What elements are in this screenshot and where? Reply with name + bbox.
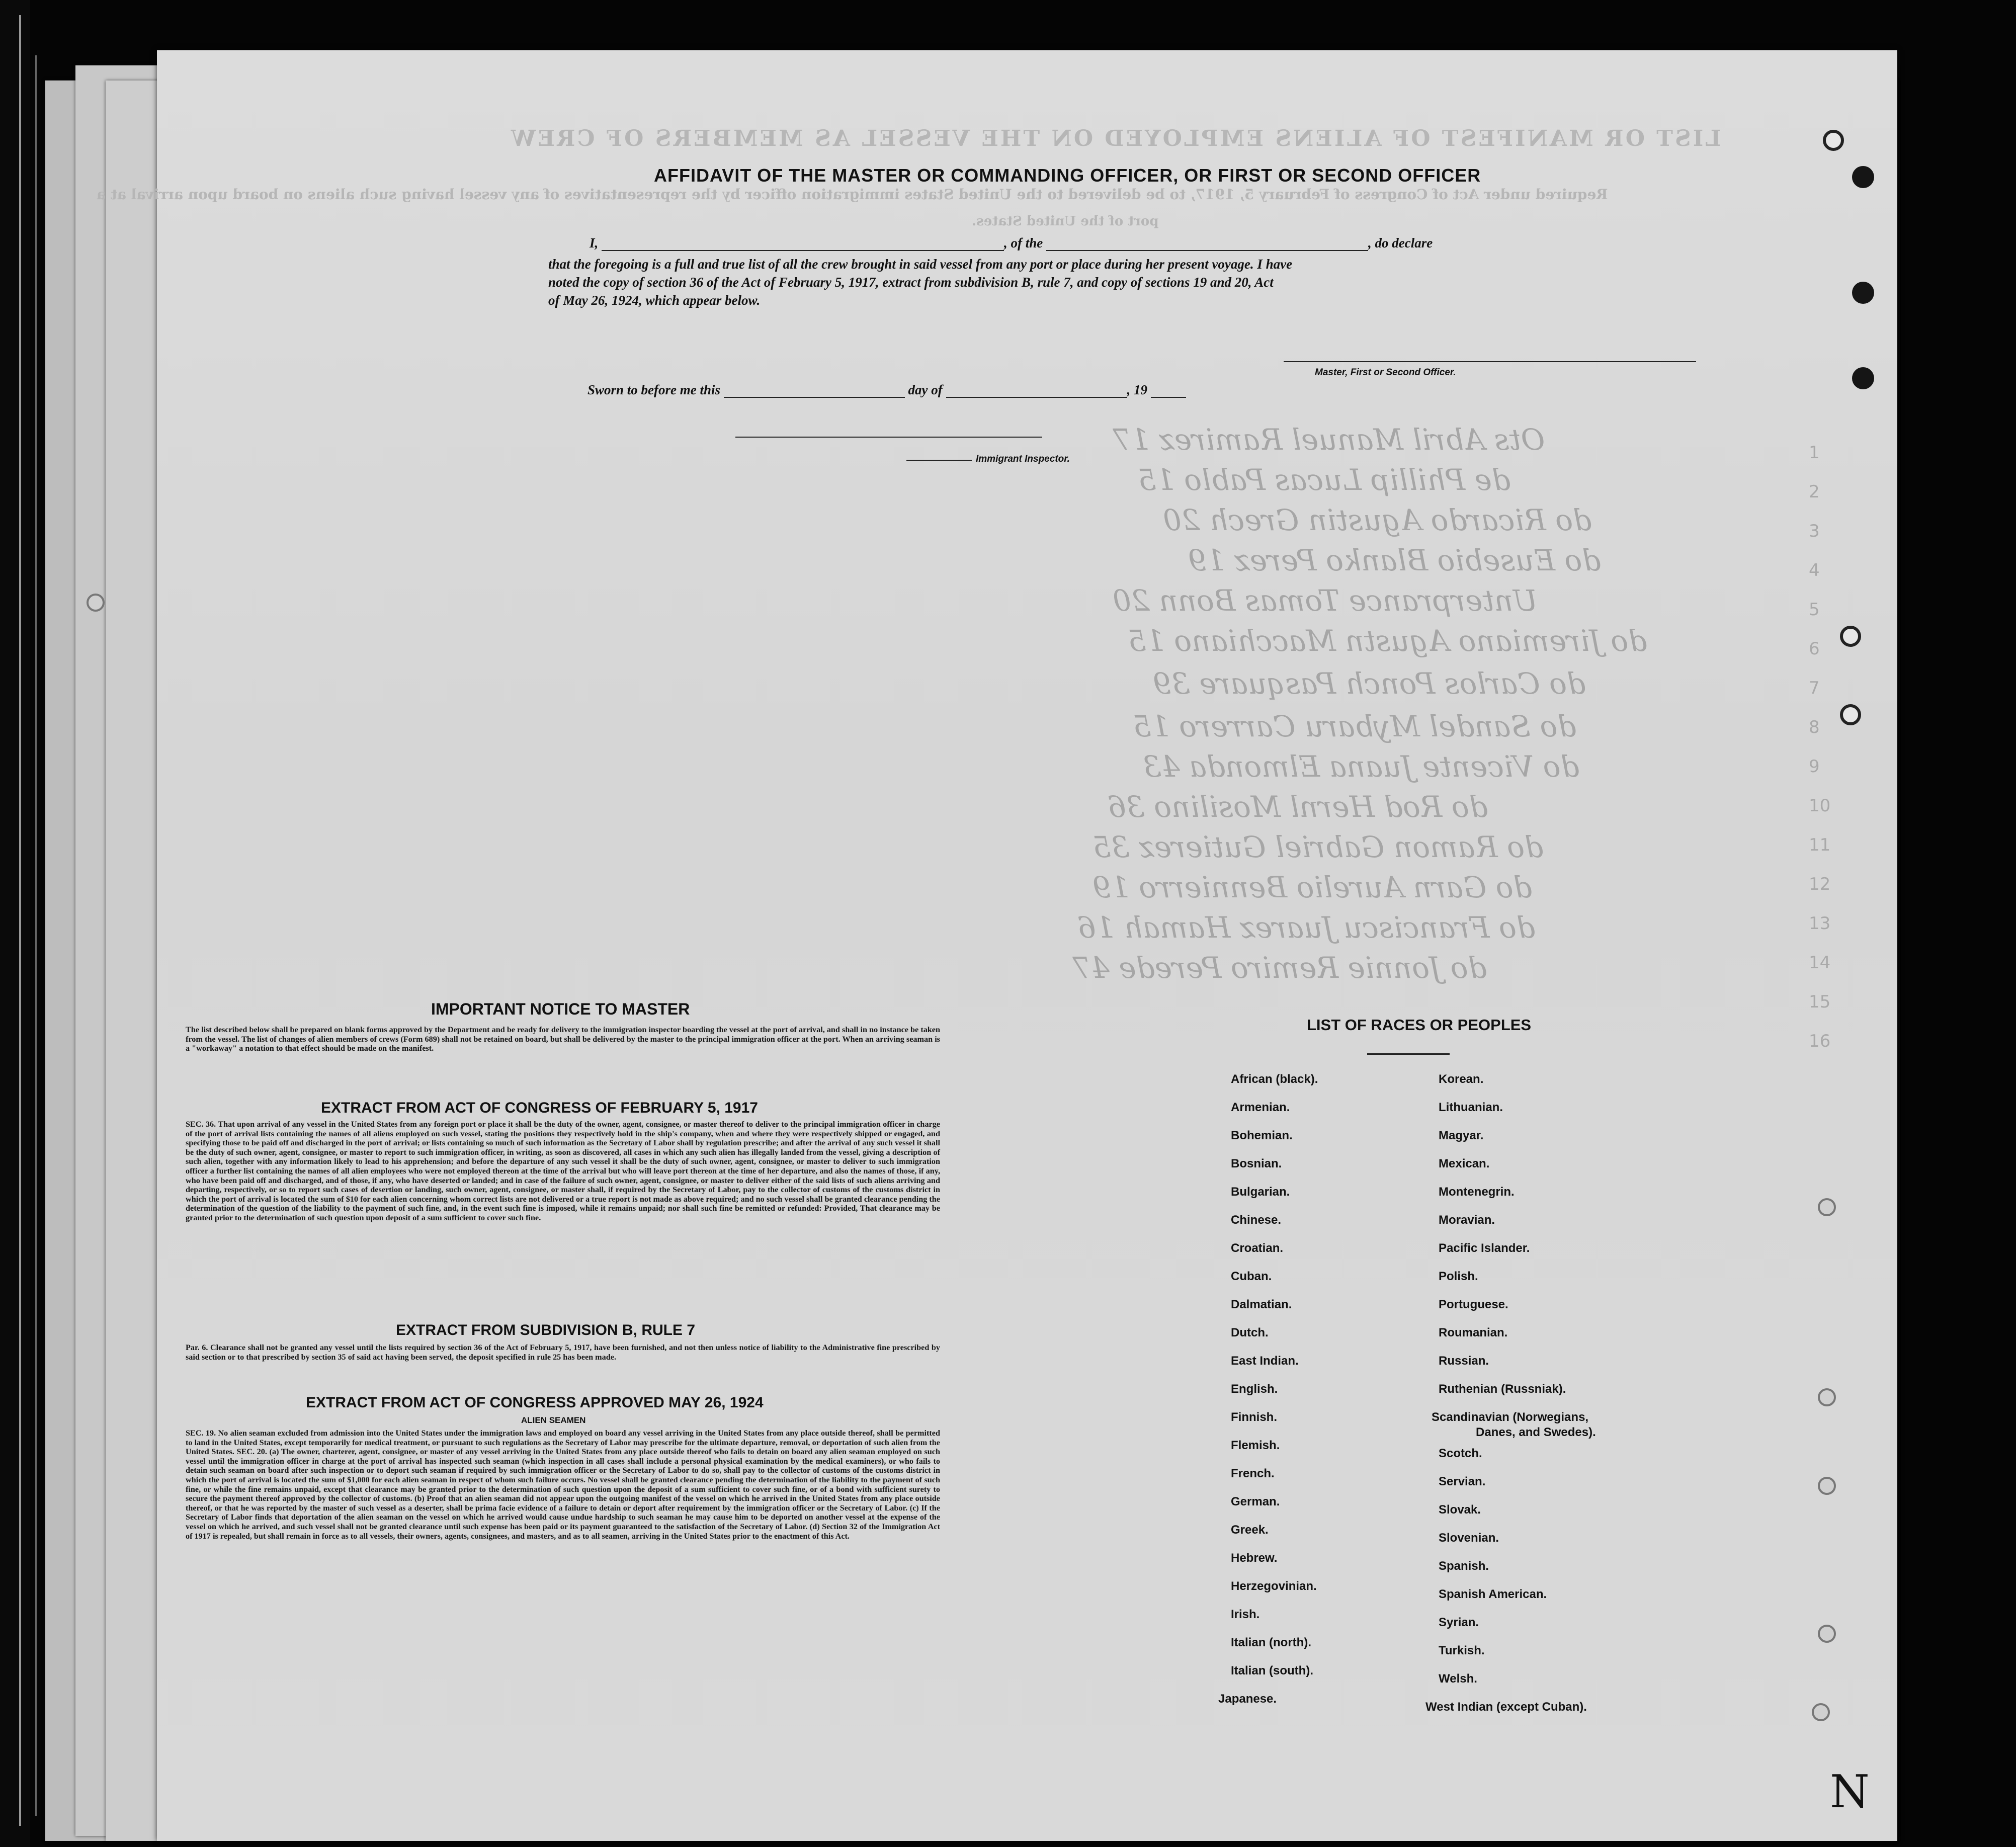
ghost-required: Required under Act of Congress of February 5, 1917, to be delivered to the United States immigration officer by the representatives of any vessel having such aliens on board upon arrival at a (97, 186, 1608, 203)
notice-title: IMPORTANT NOTICE TO MASTER (431, 1000, 690, 1018)
race-item: French. (1231, 1467, 1275, 1480)
race-item: Bulgarian. (1231, 1185, 1290, 1199)
race-item: Spanish. (1439, 1559, 1489, 1573)
affidavit-text-line: that the foregoing is a full and true list of all the crew brought in said vessel from any port or place during her present voyage. I have (548, 257, 1293, 272)
sworn-day-of-label: day of (908, 382, 943, 397)
race-item: Turkish. (1439, 1644, 1485, 1657)
binder-hole (1818, 1477, 1836, 1495)
inspector-signature-line[interactable] (735, 437, 1042, 438)
act-1917-body: SEC. 36. That upon arrival of any vessel in the United States from any foreign port or place it shall be the duty of the owner, agent, consignee, or master thereof to deliver to the principal immigration officer in charge of the port of arrival lists containing the names of all aliens employed on such vessel, stating the positions they respectively hold in the ship's company, when and where they were respectively shipped or engaged, and specifying those to be paid off and discharged in the port of arrival; or lists containing so much of such information as the Secretary of Labor shall by regulation prescribe; and after the arrival of any such vessel it shall be the duty of such owner, agent, consignee, or master to report to such immigration officer, in writing, as soon as discovered, all cases in which any such alien has illegally landed from the vessel, giving a description of such alien, together with any information likely to lead to his apprehension; and before the departure of any such vessel it shall be the duty of such owner, agent, consignee, or master to deliver to such immigration officer a further list containing the names of all alien employees who were not employed thereon at the time of the arrival but who will leave port thereon at the time of her departure, and also the names of those, if any, who have been paid off and discharged, and of those, if any, who have deserted or landed; and in case of the failure of such owner, agent, consignee, or master to deliver either of the said lists of such aliens arriving and departing, respectively, or so to report such cases of desertion or landing, such owner, agent, consignee, or master shall, if required by the Secretary of Labor, pay to the collector of customs of the customs district in which the port of arrival is located the sum of $10 for each alien concerning whom correct lists are not delivered or a true report is not made as above required; and no such vessel shall be granted clearance pending the determination of the question of the liability to the payment of such fine, and, in the event such fine is imposed, while it remains unpaid; nor shall such fine be remitted or refunded: Provided, That clearance may be granted prior to the determination of such question upon deposit of a sum sufficient to cover such fine. (186, 1120, 940, 1222)
ghost-row-number: 13 (1809, 913, 1831, 934)
ghost-handwriting: do Ramon Gabriel Gutierez 35 (1093, 830, 1544, 864)
rule-7-title: EXTRACT FROM SUBDIVISION B, RULE 7 (396, 1322, 696, 1338)
binder-hole (87, 594, 105, 612)
race-item: Cuban. (1231, 1270, 1272, 1283)
race-item: Bohemian. (1231, 1129, 1293, 1142)
race-item: German. (1231, 1495, 1280, 1508)
sworn-month-field[interactable] (946, 384, 1127, 398)
race-item: Syrian. (1439, 1616, 1479, 1629)
ghost-row-number: 6 (1809, 639, 1820, 659)
race-item: Greek. (1231, 1523, 1269, 1537)
film-edge-line (35, 55, 37, 1816)
race-item: English. (1231, 1382, 1278, 1396)
binder-hole (1852, 166, 1874, 188)
ghost-handwriting: do Ricardo Agustin Grech 20 (1163, 503, 1592, 537)
ghost-row-number: 3 (1809, 521, 1820, 541)
race-item: Italian (south). (1231, 1664, 1313, 1677)
ghost-handwriting: do Jonnie Remiro Perede 47 (1072, 951, 1487, 985)
race-item: Mexican. (1439, 1157, 1490, 1170)
race-item: Croatian. (1231, 1241, 1284, 1255)
race-item: Irish. (1231, 1608, 1260, 1621)
race-item: Spanish American. (1439, 1587, 1547, 1601)
race-item: Slovak. (1439, 1503, 1481, 1517)
race-item: Finnish. (1231, 1410, 1277, 1424)
affidavit-of-the-label: , of the (1004, 235, 1043, 250)
affidavit-text-line: noted the copy of section 36 of the Act of February 5, 1917, extract from subdivision B, rule 7, and copy of sections 19 and 20, Act (548, 275, 1274, 290)
ghost-handwriting: Ots Abril Manuel Ramirez 17 (1113, 423, 1545, 457)
race-item: Pacific Islander. (1439, 1241, 1530, 1255)
binder-hole (1818, 1625, 1836, 1643)
ghost-port: port of the United States. (972, 214, 1159, 229)
vessel-name-field[interactable] (1046, 237, 1368, 251)
ghost-row-number: 11 (1809, 835, 1831, 855)
rule-7-body: Par. 6. Clearance shall not be granted any vessel until the lists required by section 36 of the Act of February 5, 1917, have been furnished, and not then unless notice of liability to the Administrative fine prescribed by said section or to that prescribed by section 35 of said act having been served, the deposit specified in rule 25 has been made. (186, 1343, 940, 1362)
race-item: Polish. (1439, 1270, 1478, 1283)
ghost-handwriting: do Vicente Juana Elmonda 43 (1143, 749, 1579, 784)
race-item: Korean. (1439, 1072, 1484, 1086)
race-item: Danes, and Swedes). (1476, 1425, 1596, 1439)
binder-hole (1840, 626, 1861, 647)
race-item: Japanese. (1218, 1692, 1277, 1706)
notice-body: The list described below shall be prepared on blank forms approved by the Department and be ready for delivery to the immigration inspector boarding the vessel at the port of arrival, and shall in no instance be taken from the vessel. The list of changes of alien members of crews (Form 689) shall not be retained on board, but shall be delivered by the master to the principal immigration officer at the port. When an arriving seaman is a "workaway" a notation to that effect should be made on the manifest. (186, 1025, 940, 1053)
ghost-handwriting: do Jiremiano Agustn Macchiano 15 (1128, 624, 1647, 658)
ghost-handwriting: do Carlos Ponch Pasquare 39 (1153, 666, 1586, 701)
act-1924-body: SEC. 19. No alien seaman excluded from admission into the United States under the immigration laws and employed on board any vessel arriving in the United States from any place outside thereof, shall be permitted to land in the United States, except temporarily for medical treatment, or pursuant to such regulations as the Secretary of Labor may prescribe for the ultimate departure, removal, or deportation of such alien from the United States. SEC. 20. (a) The owner, charterer, agent, consignee, or master of any vessel arriving in the United States from any place outside thereof who fails to detain on board any alien seaman employed on such vessel until the immigration officer in charge at the port of arrival has inspected such seaman (which inspection in all cases shall include a personal physical examination by the medical examiners), or who fails to detain such seaman on board after such inspection or to deport such seaman if required by such immigration officer or the Secretary of Labor to do so, shall pay to the collector of customs of the customs district in which the port of arrival is located the sum of $1,000 for each alien seaman in respect of whom such failure occurs. No vessel shall be granted clearance pending the determination of the liability to the payment of such fine, or while the fine remains unpaid, except that clearance may be granted prior to the determination of such question upon the deposit of a sum sufficient to cover such fine, or of a bond with sufficient surety to secure the payment thereof approved by the collector of customs. (b) Proof that an alien seaman did not appear upon the outgoing manifest of the vessel on which he arrived in the United States from any place outside thereof, or that he was reported by the master of such vessel as a deserter, shall be prima facie evidence of a failure to detain or deport after requirement by the immigration officer or the Secretary of Labor. (c) If the Secretary of Labor finds that deportation of the alien seaman on the vessel on which he arrived would cause undue hardship to such seaman he may cause him to be deported on another vessel at the expense of the vessel on which he arrived, and such vessel shall not be granted clearance until such expense has been paid or its payment guaranteed to the satisfaction of the Secretary of Labor. (d) Section 32 of the Immigration Act of 1917 is repealed, but shall remain in force as to all vessels, their owners, agents, consignees, and masters, and as to all seamen, arriving in the United States prior to the enactment of this Act. (186, 1429, 940, 1541)
race-item: Dalmatian. (1231, 1298, 1292, 1311)
race-item: Servian. (1439, 1475, 1486, 1488)
film-edge (0, 0, 30, 1847)
inspector-label: Immigrant Inspector. (976, 454, 1070, 464)
race-item: Bosnian. (1231, 1157, 1282, 1170)
binder-hole (1823, 130, 1844, 151)
ghost-row-number: 14 (1809, 953, 1831, 973)
race-item: Roumanian. (1439, 1326, 1508, 1339)
binder-hole (1852, 282, 1874, 304)
ghost-handwriting: do Sandel Mybaru Carrero 15 (1133, 709, 1576, 743)
ghost-handwriting: do Garn Aurelio Bennierro 19 (1093, 870, 1532, 904)
inspector-signature-dash (906, 460, 972, 461)
race-item: Portuguese. (1439, 1298, 1508, 1311)
master-name-field[interactable] (602, 237, 1004, 251)
affidavit-do-declare-label: , do declare (1368, 235, 1433, 250)
ghost-handwriting: de Phillip Lucas Pablo 15 (1138, 463, 1511, 497)
race-item: Scandinavian (Norwegians, (1432, 1410, 1589, 1424)
manifest-page (97, 50, 1897, 1841)
affidavit-i-label: I, (590, 235, 599, 250)
act-1924-title: EXTRACT FROM ACT OF CONGRESS APPROVED MAY 26, 1924 (306, 1394, 764, 1411)
sworn-year-field[interactable] (1151, 384, 1186, 398)
ghost-row-number: 15 (1809, 992, 1831, 1012)
race-item: West Indian (except Cuban). (1425, 1700, 1587, 1714)
ghost-row-number: 7 (1809, 678, 1820, 698)
ghost-handwriting: do Eusebio Blanko Perez 19 (1188, 543, 1601, 577)
race-item: Dutch. (1231, 1326, 1269, 1339)
sworn-line (587, 382, 1186, 398)
ghost-title: LIST OR MANIFEST OF ALIENS EMPLOYED ON THE VESSEL AS MEMBERS OF CREW (509, 126, 1721, 151)
race-item: African (black). (1231, 1072, 1318, 1086)
race-item: Welsh. (1439, 1672, 1477, 1686)
ghost-row-number: 16 (1809, 1031, 1831, 1051)
ghost-row-number: 10 (1809, 796, 1831, 816)
race-item: Lithuanian. (1439, 1101, 1503, 1114)
master-signature-line[interactable] (1284, 361, 1696, 362)
races-title-rule (1367, 1053, 1450, 1055)
binder-hole (1812, 1703, 1830, 1721)
ghost-row-number: 9 (1809, 757, 1820, 777)
ghost-row-number: 5 (1809, 600, 1820, 620)
race-item: Hebrew. (1231, 1551, 1278, 1565)
master-signature-label: Master, First or Second Officer. (1315, 367, 1456, 378)
ghost-row-number: 8 (1809, 717, 1820, 737)
race-item: Flemish. (1231, 1439, 1280, 1452)
race-item: Herzegovinian. (1231, 1579, 1317, 1593)
races-title: LIST OF RACES OR PEOPLES (1307, 1016, 1532, 1034)
ghost-handwriting: do Franciscu Juarez Hamah 16 (1077, 910, 1536, 945)
affidavit-declaration-line (590, 235, 1433, 251)
sworn-day-field[interactable] (724, 384, 905, 398)
race-item: Montenegrin. (1439, 1185, 1515, 1199)
race-item: Moravian. (1439, 1213, 1495, 1227)
race-item: Scotch. (1439, 1447, 1482, 1460)
sworn-prefix: Sworn to before me this (587, 382, 721, 397)
ghost-handwriting: Unterprance Tomas Bonn 20 (1113, 583, 1538, 618)
affidavit-text-line: of May 26, 1924, which appear below. (548, 293, 761, 308)
race-item: Italian (north). (1231, 1636, 1311, 1649)
race-item: Ruthenian (Russniak). (1439, 1382, 1566, 1396)
binder-hole (1818, 1388, 1836, 1406)
act-1917-title: EXTRACT FROM ACT OF CONGRESS OF FEBRUARY 5, 1917 (321, 1100, 758, 1116)
ghost-row-number: 1 (1809, 443, 1820, 463)
race-item: Slovenian. (1439, 1531, 1499, 1545)
film-edge-line (19, 15, 21, 1826)
ghost-handwriting: do Rod Hernl Mosilino 36 (1108, 790, 1488, 824)
race-item: Magyar. (1439, 1129, 1484, 1142)
race-item: East Indian. (1231, 1354, 1299, 1368)
ghost-row-number: 2 (1809, 482, 1820, 502)
binder-hole (1852, 367, 1874, 389)
ghost-row-number: 4 (1809, 560, 1820, 580)
binder-hole (1840, 704, 1861, 725)
binder-hole (1818, 1198, 1836, 1216)
ghost-row-number: 12 (1809, 874, 1831, 894)
alien-seamen-subhead: ALIEN SEAMEN (521, 1415, 586, 1425)
sworn-year-prefix: , 19 (1127, 382, 1148, 397)
race-item: Chinese. (1231, 1213, 1282, 1227)
race-item: Russian. (1439, 1354, 1489, 1368)
corner-handwritten-mark: N (1830, 1766, 1870, 1818)
affidavit-title: AFFIDAVIT OF THE MASTER OR COMMANDING OFFICER, OR FIRST OR SECOND OFFICER (654, 165, 1481, 186)
race-item: Armenian. (1231, 1101, 1290, 1114)
